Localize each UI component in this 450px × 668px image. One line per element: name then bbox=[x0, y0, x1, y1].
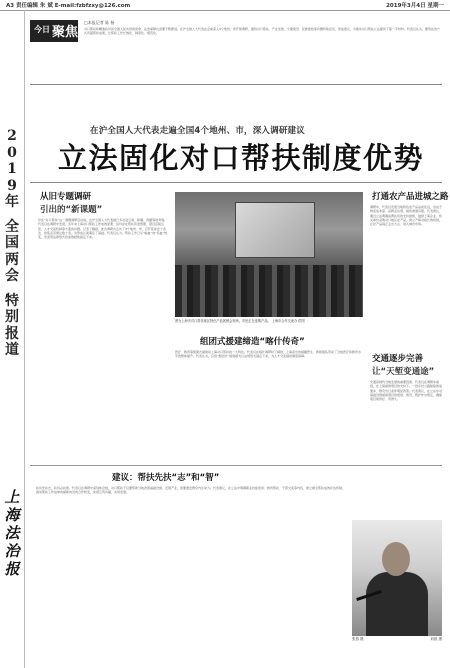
section2-title: 打通农产品进城之路 bbox=[372, 192, 449, 202]
photo2-caption: 张燕 摄 刘波 摄 bbox=[352, 637, 442, 641]
section4-title: 组团式援建缔造“喀什传奇” bbox=[200, 337, 305, 347]
section1-subtitle: 引出的“新课题” bbox=[40, 205, 103, 215]
section3-body: 交通是制约当地发展的重要因素。代表们在调研中看到，在上海援建项目的支持下，一批乡村公路陆续建成通车，群众出行条件明显改善。代表建议，在立法中对基础设施援建项目的规划、建设、管护作出规定，确保项目建得好、用得久。 bbox=[370, 380, 442, 402]
divider-top bbox=[30, 84, 442, 85]
section1-body: 早在“对口帮扶”这一课题调研启动前，在沪全国人大代表就已多次赴云南、新疆、西藏等地考察。代表们在调研中发现，多年来上海对口帮扶工作成效显著，但仍存在帮扶资金管理、项目后续运营、人才交流机制等方面的问题。记者了解到，此次调研共走访了4个地州、市，召开座谈会十余次，收集意见建议数十条，为形成议案奠定了基础。代表们认为，帮扶工作已从“输血”向“造血”转变，急需用法律形式将成熟经验固定下来。 bbox=[38, 218, 168, 240]
speaker-photo bbox=[352, 520, 442, 636]
vertical-section-title: 2 0 1 9 年 全 国 两 会 特 别 报 道 bbox=[5, 128, 19, 358]
section1-title: 从旧专题调研 bbox=[40, 192, 92, 202]
masthead-sub: 今日 bbox=[34, 25, 50, 34]
box-body: 扶贫先扶志，扶贫必扶智。代表们在调研中深刻体会到，对口帮扶不仅要帮助当地改善基础设施、发展产业，更要激发群众内生动力。代表建议，在立法中明确职业技能培训、教育帮扶、干部交流等内容，建立健全帮扶成效评估机制，推动帮扶工作由单向援助向双向合作转变，实现互利共赢、共同发展。 bbox=[36, 486, 346, 495]
section3-title: 交通逐步完善 bbox=[372, 354, 424, 364]
section3-subtitle: 让“天堑变通途” bbox=[372, 367, 435, 377]
headline-kicker: 在沪全国人大代表走遍全国4个地州、市，深入调研建议 bbox=[90, 126, 305, 136]
newspaper-name: 上 海 法 治 报 bbox=[4, 488, 20, 578]
header-date: 2019年3月4日 星期一 bbox=[386, 3, 444, 9]
header-left: A3 责任编辑 朱 斌 E-mail:fzbfzxy@126.com bbox=[6, 3, 131, 9]
masthead-label: 聚焦 bbox=[52, 25, 79, 40]
intro-paragraph: 对口帮扶和精准扶贫是全国人民共同的使命，法治保障也需要不断跟进。在沪全国人大代表在会前深入4个地州、市开展调研，围绕对口帮扶、产业发展、交通建设、民族团结等问题听取意见，形成建议，为推动对口帮扶立法提供了第一手材料。代表们认为，要用法治方式巩固帮扶成果，让帮扶工作长效化、制度化、规范化。 bbox=[84, 27, 440, 36]
photo1-caption: 图为上海市对口帮扶地区特色产品展销会现场，市民正在选购产品。 上海市合作交流办 供图 bbox=[175, 319, 305, 323]
box-title: 建议：帮扶先扶“志”和“智” bbox=[112, 473, 220, 483]
exhibition-photo bbox=[175, 192, 363, 317]
section2-body: 调研中，代表们发现当地特色农产品品质优良，但由于物流成本高、品牌意识弱，销售渠道有限。代表建议，通过立法明确消费扶贫的支持措施，鼓励上海企业、机关单位采购对口地区农产品，建立产销对接长效机制，让好产品真正走出大山、进入城市市场。 bbox=[370, 205, 442, 227]
section4-body: 医疗、教育等组团式援建是上海对口帮扶的一大特色。代表们在喀什调研时了解到，上海派出的援疆医生、教师团队带动了当地医疗和教育水平的整体提升。代表认为，应将“组团式”援建模式以法规形式固定下来，为人才交流提供制度保障。 bbox=[175, 350, 362, 359]
intro-byline: □本报记者 陈 杨 bbox=[84, 20, 115, 25]
divider-headline bbox=[30, 182, 442, 183]
main-headline: 立法固化对口帮扶制度优势 bbox=[58, 141, 425, 175]
